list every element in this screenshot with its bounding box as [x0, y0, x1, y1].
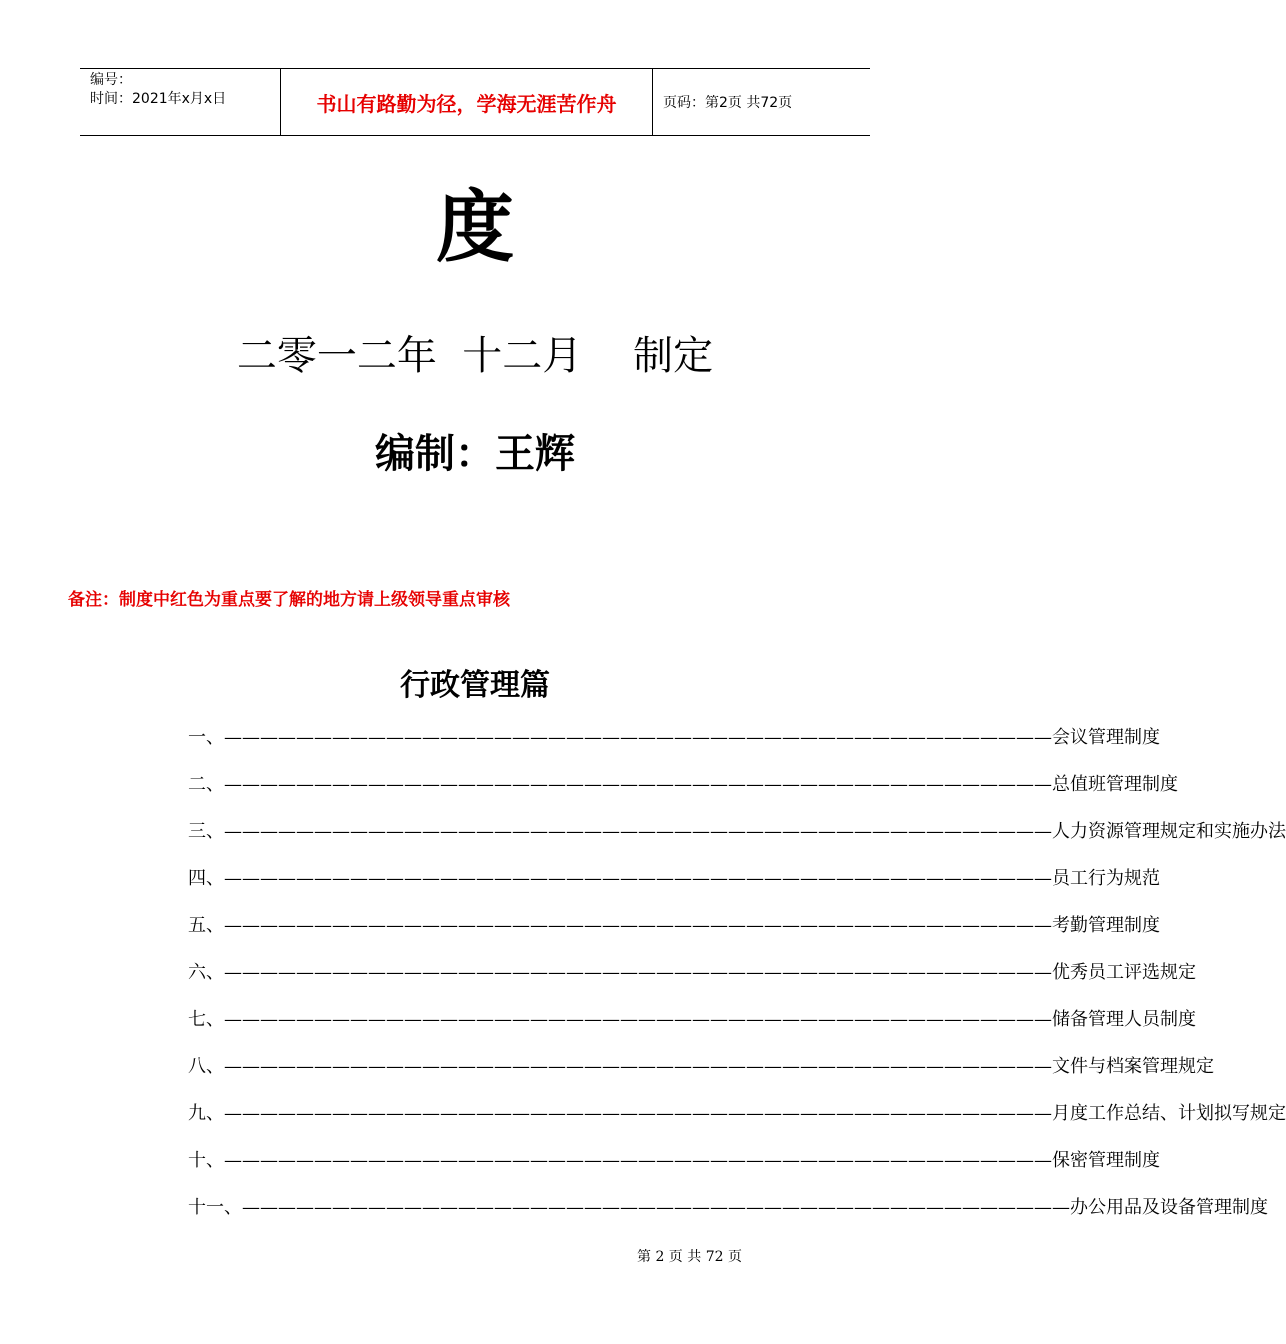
toc-leader: —————————————————————————————————————————————— [224, 1103, 1052, 1124]
toc-item-title: 人力资源管理规定和实施办法 [1052, 821, 1286, 842]
toc-item-number: 一、 [188, 727, 224, 748]
toc-item-title: 储备管理人员制度 [1052, 1009, 1196, 1030]
title-char: 度 [435, 183, 514, 273]
toc-item[interactable] [188, 1147, 1160, 1194]
toc-item[interactable] [188, 1006, 1196, 1053]
toc-leader: —————————————————————————————————————————————— [224, 821, 1052, 842]
toc-item[interactable] [188, 1194, 1268, 1241]
toc-item-number: 五、 [188, 915, 224, 936]
toc-leader: —————————————————————————————————————————————— [224, 962, 1052, 983]
toc-item-number: 十、 [188, 1150, 224, 1171]
date-line: 二零一二年 十二月 制定 [236, 333, 714, 379]
toc-item[interactable] [188, 912, 1160, 959]
review-note: 备注：制度中红色为重点要了解的地方请上级领导重点审核 [68, 590, 510, 610]
toc-item[interactable] [188, 959, 1196, 1006]
toc-item-number: 十一、 [188, 1197, 242, 1218]
toc-item[interactable] [188, 771, 1178, 818]
toc-item[interactable] [188, 724, 1160, 771]
toc-item-number: 二、 [188, 774, 224, 795]
toc-leader: —————————————————————————————————————————————— [224, 1056, 1052, 1077]
toc-item-title: 月度工作总结、计划拟写规定 [1052, 1103, 1286, 1124]
toc-leader: —————————————————————————————————————————————— [224, 1009, 1052, 1030]
page-info: 页码：第2页 共72页 [663, 95, 793, 111]
time-label: 时间：2021年x月x日 [90, 91, 227, 107]
toc-item[interactable] [188, 865, 1160, 912]
toc-item-title: 考勤管理制度 [1052, 915, 1160, 936]
toc-leader: —————————————————————————————————————————————— [224, 868, 1052, 889]
toc-item-title: 办公用品及设备管理制度 [1070, 1197, 1268, 1218]
toc-item-title: 会议管理制度 [1052, 727, 1160, 748]
toc-leader: —————————————————————————————————————————————— [224, 727, 1052, 748]
toc-item-title: 优秀员工评选规定 [1052, 962, 1196, 983]
toc-leader: —————————————————————————————————————————————— [224, 1150, 1052, 1171]
toc-item[interactable] [188, 1053, 1214, 1100]
toc-item-number: 六、 [188, 962, 224, 983]
header-table [80, 68, 870, 136]
toc-leader: —————————————————————————————————————————————— [224, 915, 1052, 936]
toc-leader: —————————————————————————————————————————————— [242, 1197, 1070, 1218]
toc-item-number: 九、 [188, 1103, 224, 1124]
toc-item-number: 七、 [188, 1009, 224, 1030]
toc-leader: —————————————————————————————————————————————— [224, 774, 1052, 795]
toc-item-number: 四、 [188, 868, 224, 889]
toc-item-title: 文件与档案管理规定 [1052, 1056, 1214, 1077]
motto: 书山有路勤为径，学海无涯苦作舟 [280, 69, 653, 135]
page-footer: 第 2 页 共 72 页 [637, 1249, 742, 1265]
editor-line: 编制：王辉 [375, 431, 575, 477]
toc-item-title: 保密管理制度 [1052, 1150, 1160, 1171]
toc-item-title: 员工行为规范 [1052, 868, 1160, 889]
table-of-contents [188, 724, 1286, 1241]
toc-item-title: 总值班管理制度 [1052, 774, 1178, 795]
toc-item-number: 八、 [188, 1056, 224, 1077]
section-title: 行政管理篇 [400, 668, 550, 703]
header-left-cell [80, 69, 280, 135]
toc-item[interactable] [188, 818, 1286, 865]
toc-item[interactable] [188, 1100, 1286, 1147]
toc-item-number: 三、 [188, 821, 224, 842]
code-label: 编号： [90, 72, 132, 88]
